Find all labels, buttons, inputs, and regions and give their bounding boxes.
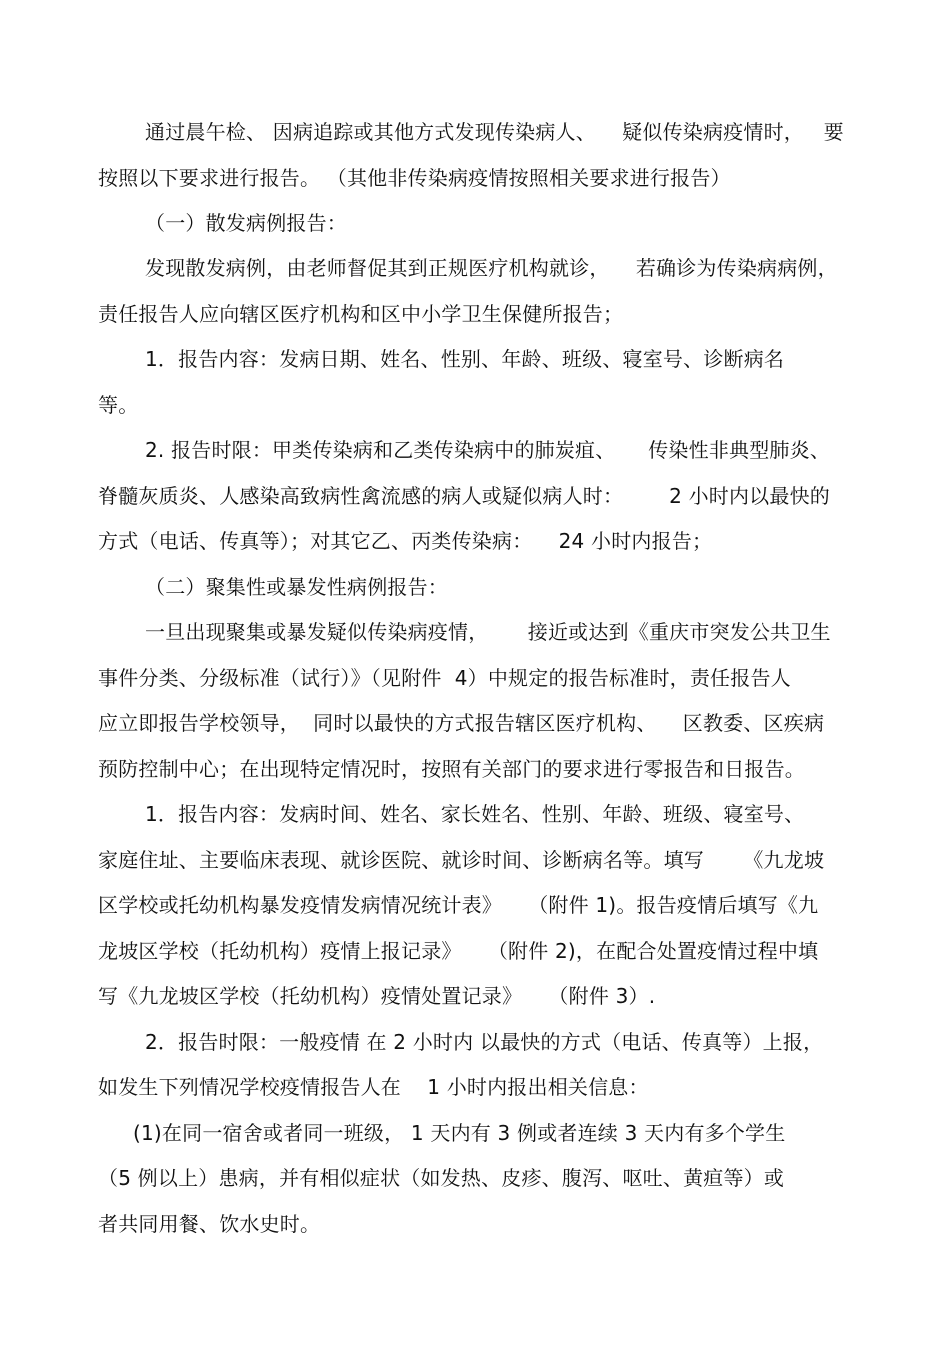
paragraph-line: 1．报告内容：发病日期、姓名、性别、年龄、班级、寝室号、诊断病名 — [145, 347, 785, 371]
paragraph-line: （5 例以上）患病，并有相似症状（如发热、皮疹、腹泻、呕吐、黄疸等）或 — [98, 1166, 785, 1190]
paragraph-line: 方式（电话、传真等）；对其它乙、丙类传染病： 24 小时内报告； — [98, 529, 713, 553]
paragraph-line: 发现散发病例，由老师督促其到正规医疗机构就诊， 若确诊为传染病病例， — [145, 256, 838, 280]
paragraph-line: 区学校或托幼机构暴发疫情发病情况统计表》 （附件 1)。报告疫情后填写《九 — [98, 893, 819, 917]
paragraph-line: 如发生下列情况学校疫情报告人在 1 小时内报出相关信息： — [98, 1075, 649, 1099]
paragraph-line: 者共同用餐、饮水史时。 — [98, 1212, 321, 1236]
paragraph-line: 通过晨午检、 因病追踪或其他方式发现传染病人、 疑似传染病疫情时， 要 — [145, 120, 844, 144]
paragraph-line: 应立即报告学校领导， 同时以最快的方式报告辖区医疗机构、 区教委、区疾病 — [98, 711, 825, 735]
paragraph-line: 预防控制中心；在出现特定情况时，按照有关部门的要求进行零报告和日报告。 — [98, 757, 805, 781]
paragraph-line: 龙坡区学校（托幼机构）疫情上报记录》 （附件 2)，在配合处置疫情过程中填 — [98, 939, 819, 963]
paragraph-line: 等。 — [98, 393, 139, 417]
paragraph-line: 家庭住址、主要临床表现、就诊医院、就诊时间、诊断病名等。填写 《九龙坡 — [98, 848, 825, 872]
paragraph-line: 脊髓灰质炎、人感染高致病性禽流感的病人或疑似病人时： 2 小时内以最快的 — [98, 484, 830, 508]
section-heading: （二）聚集性或暴发性病例报告： — [145, 575, 448, 599]
paragraph-line: 1．报告内容：发病时间、姓名、家长姓名、性别、年龄、班级、寝室号、 — [145, 802, 805, 826]
paragraph-line: (1)在同一宿舍或者同一班级， 1 天内有 3 例或者连续 3 天内有多个学生 — [133, 1121, 786, 1145]
paragraph-line: 事件分类、分级标准（试行）》（见附件 4）中规定的报告标准时，责任报告人 — [98, 666, 791, 690]
paragraph-line: 按照以下要求进行报告。 （其他非传染病疫情按照相关要求进行报告） — [98, 166, 731, 190]
section-heading: （一）散发病例报告： — [145, 211, 347, 235]
paragraph-line: 一旦出现聚集或暴发疑似传染病疫情， 接近或达到《重庆市突发公共卫生 — [145, 620, 831, 644]
paragraph-line: 2．报告时限：一般疫情 在 2 小时内 以最快的方式（电话、传真等）上报， — [145, 1030, 824, 1054]
paragraph-line: 2. 报告时限：甲类传染病和乙类传染病中的肺炭疽、 传染性非典型肺炎、 — [145, 438, 831, 462]
paragraph-line: 责任报告人应向辖区医疗机构和区中小学卫生保健所报告； — [98, 302, 624, 326]
paragraph-line: 写《九龙坡区学校（托幼机构）疫情处置记录》 （附件 3）. — [98, 984, 656, 1008]
